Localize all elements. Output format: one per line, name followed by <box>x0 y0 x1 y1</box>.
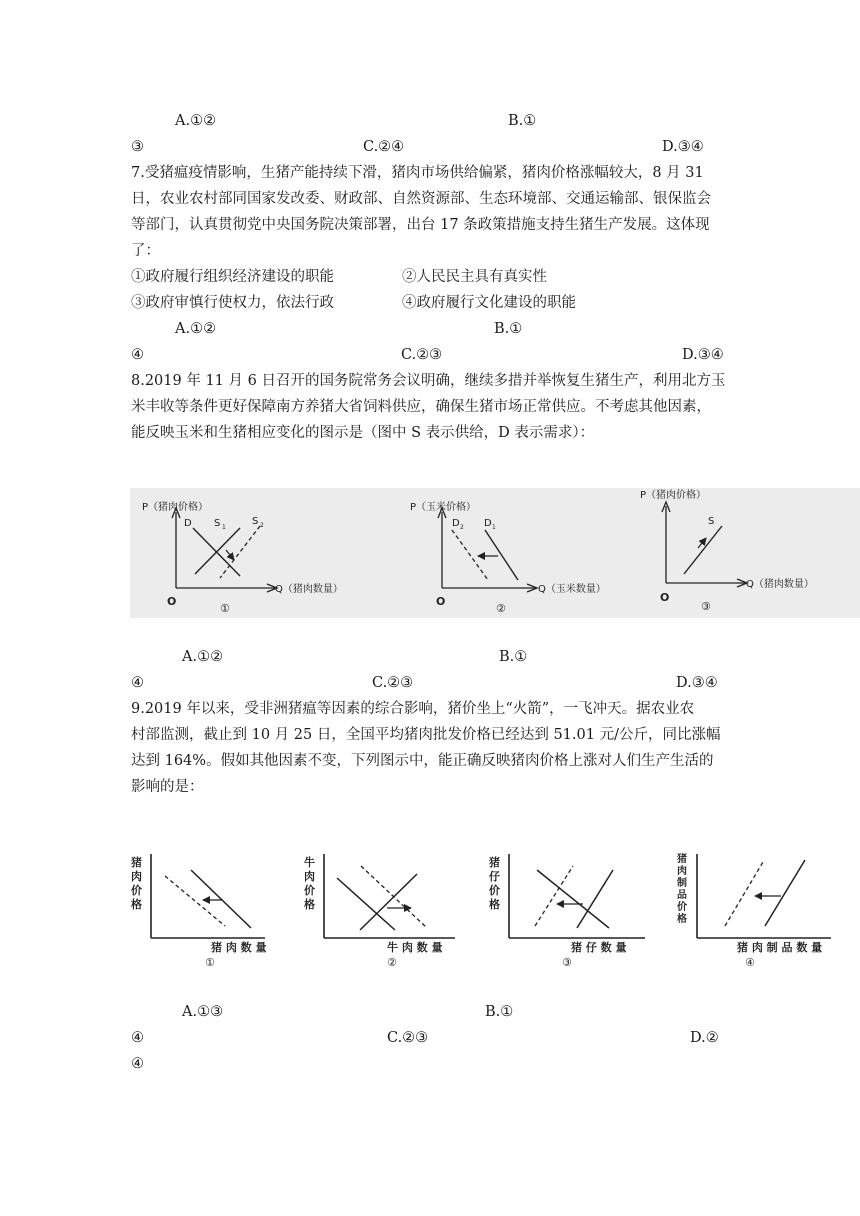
q8-graph-2 <box>410 500 606 615</box>
supply-curve-s2 <box>220 526 260 578</box>
q8-stem-line: 能反映玉米和生猪相应变化的图示是（图中 S 表示供给，D 表示需求）： <box>131 425 595 441</box>
q9-graph-3 <box>489 854 645 968</box>
q8-g2-d2-sub: 2 <box>460 524 464 531</box>
q8-g3-ylabel: P（猪肉价格） <box>640 490 707 501</box>
q9-g1-ylabel-2: 肉 <box>131 870 142 883</box>
q8-g1-s1-sub: 1 <box>222 524 226 531</box>
svg-text:制: 制 <box>677 878 687 889</box>
q7-stem-line: 等部门，认真贯彻党中央国务院决策部署，出台 17 条政策措施支持生猪生产发展。这体现 <box>131 217 710 233</box>
q8-option-b-cont: ④ <box>131 675 144 691</box>
q9-stem-line: 影响的是： <box>131 779 204 795</box>
q9-option-c: C.②③ <box>387 1030 429 1046</box>
q8-g3-origin: O <box>660 591 670 604</box>
q8-g3-number: ③ <box>701 600 711 613</box>
q8-g2-d1-sub: 1 <box>492 524 496 531</box>
q9-stem-line: 达到 164%。假如其他因素不变，下列图示中，能正确反映猪肉价格上涨对人们生产生活的 <box>131 753 714 769</box>
q9-g1-xlabel: 猪 肉 数 量 <box>211 941 267 954</box>
q9-option-b: B.① <box>485 1004 514 1020</box>
q9-g1-number: ① <box>205 956 215 968</box>
q7-option-c: C.②③ <box>401 347 443 363</box>
q8-g2-ylabel: P（玉米价格） <box>410 502 477 513</box>
q9-g1-ylabel-1: 猪 <box>131 856 142 869</box>
q7-stem-line: 日，农业农村部同国家发改委、财政部、自然资源部、生态环境部、交通运输部、银保监会 <box>131 191 711 207</box>
svg-text:仔: 仔 <box>489 870 500 883</box>
q9-graph-1 <box>131 854 267 968</box>
q9-g3-xlabel: 猪 仔 数 量 <box>571 941 627 954</box>
demand-curve-d2 <box>452 530 488 580</box>
q7-statement-2: ②人民民主具有真实性 <box>402 269 547 285</box>
q8-g2-number: ② <box>496 602 506 615</box>
q9-figure <box>125 848 835 968</box>
q6-option-c: C.②④ <box>363 139 405 155</box>
q6-option-b-cont: ③ <box>131 139 144 155</box>
q9-graph-4 <box>677 852 831 968</box>
q8-figure <box>130 488 860 618</box>
svg-text:肉: 肉 <box>304 870 315 883</box>
q9-stem-line: 9.2019 年以来，受非洲猪瘟等因素的综合影响，猪价坐上“火箭”，一飞冲天。据农业农 <box>131 701 695 717</box>
q8-option-b: B.① <box>499 649 528 665</box>
q7-statement-4: ④政府履行文化建设的职能 <box>402 295 576 311</box>
q8-option-c: C.②③ <box>372 675 414 691</box>
q9-g2-number: ② <box>387 956 397 968</box>
q8-g2-d1: D <box>484 518 492 529</box>
q8-graph-3 <box>640 488 814 613</box>
q9-g3-number: ③ <box>562 956 572 968</box>
shift-arrow <box>698 538 706 548</box>
q8-option-a: A.①② <box>182 649 224 665</box>
q7-option-b-cont: ④ <box>131 347 144 363</box>
q9-option-a: A.①③ <box>182 1004 224 1020</box>
q9-g1-ylabel-4: 格 <box>131 898 142 911</box>
q9-option-b-cont: ④ <box>131 1030 144 1046</box>
q8-g1-d: D <box>184 518 192 529</box>
q6-option-b: B.① <box>508 113 537 129</box>
q8-g1-s2-sub: 2 <box>260 522 264 529</box>
q8-g1-s2: S <box>252 516 259 527</box>
q8-g1-origin: O <box>167 595 177 608</box>
q8-option-d: D.③④ <box>676 675 718 691</box>
q8-g1-number: ① <box>220 602 230 615</box>
q7-stem-line: 7.受猪瘟疫情影响，生猪产能持续下滑，猪肉市场供给偏紧，猪肉价格涨幅较大，8 月 31 <box>131 165 704 181</box>
q7-statement-3: ③政府审慎行使权力，依法行政 <box>131 295 334 311</box>
svg-text:价: 价 <box>304 884 315 897</box>
q7-option-a: A.①② <box>175 321 217 337</box>
q9-g4-number: ④ <box>745 956 755 968</box>
q8-graph-1 <box>142 500 343 615</box>
svg-text:猪: 猪 <box>677 854 687 865</box>
svg-text:肉: 肉 <box>677 866 687 877</box>
supply-curve-s1 <box>195 528 240 574</box>
q9-graph-2 <box>304 854 455 968</box>
q8-stem-line: 米丰收等条件更好保障南方养猪大省饲料供应，确保生猪市场正常供应。不考虑其他因素， <box>131 399 711 415</box>
q9-option-d: D.② <box>690 1030 719 1046</box>
q9-option-d-cont: ④ <box>131 1056 144 1072</box>
q8-stem-line: 8.2019 年 11 月 6 日召开的国务院常务会议明确，继续多措并举恢复生猪生产，利用北方玉 <box>131 373 726 389</box>
svg-text:价: 价 <box>489 884 500 897</box>
svg-text:猪: 猪 <box>489 856 500 869</box>
q7-option-d: D.③④ <box>682 347 724 363</box>
svg-text:价: 价 <box>677 902 687 913</box>
q7-stem-line: 了： <box>131 243 160 259</box>
q8-g2-xlabel: Q（玉米数量） <box>538 584 606 595</box>
svg-text:牛: 牛 <box>304 856 315 869</box>
q6-option-d: D.③④ <box>662 139 704 155</box>
q8-g1-xlabel: Q（猪肉数量） <box>275 584 343 595</box>
svg-text:格: 格 <box>489 898 500 911</box>
demand-curve-d1 <box>485 530 518 580</box>
q7-option-b: B.① <box>494 321 523 337</box>
q9-g2-xlabel: 牛 肉 数 量 <box>387 941 443 954</box>
q9-g4-xlabel: 猪 肉 制 品 数 量 <box>737 941 823 954</box>
q8-g1-s1: S <box>214 518 221 529</box>
q8-g2-d2: D <box>452 518 460 529</box>
svg-text:品: 品 <box>677 890 687 901</box>
q6-option-a: A.①② <box>175 113 217 129</box>
svg-text:格: 格 <box>304 898 315 911</box>
q9-g1-ylabel-3: 价 <box>131 884 142 897</box>
q8-g3-xlabel: Q（猪肉数量） <box>746 579 814 590</box>
shift-arrow <box>226 550 234 560</box>
q9-stem-line: 村部监测，截止到 10 月 25 日，全国平均猪肉批发价格已经达到 51.01 元/公斤，同比涨幅 <box>131 727 721 743</box>
q8-g3-s: S <box>708 516 715 527</box>
supply-curve-s <box>684 526 722 574</box>
q8-g1-ylabel: P（猪肉价格） <box>142 502 209 513</box>
q8-g2-origin: O <box>436 595 446 608</box>
q7-statement-1: ①政府履行组织经济建设的职能 <box>131 269 334 285</box>
svg-text:格: 格 <box>677 914 687 925</box>
